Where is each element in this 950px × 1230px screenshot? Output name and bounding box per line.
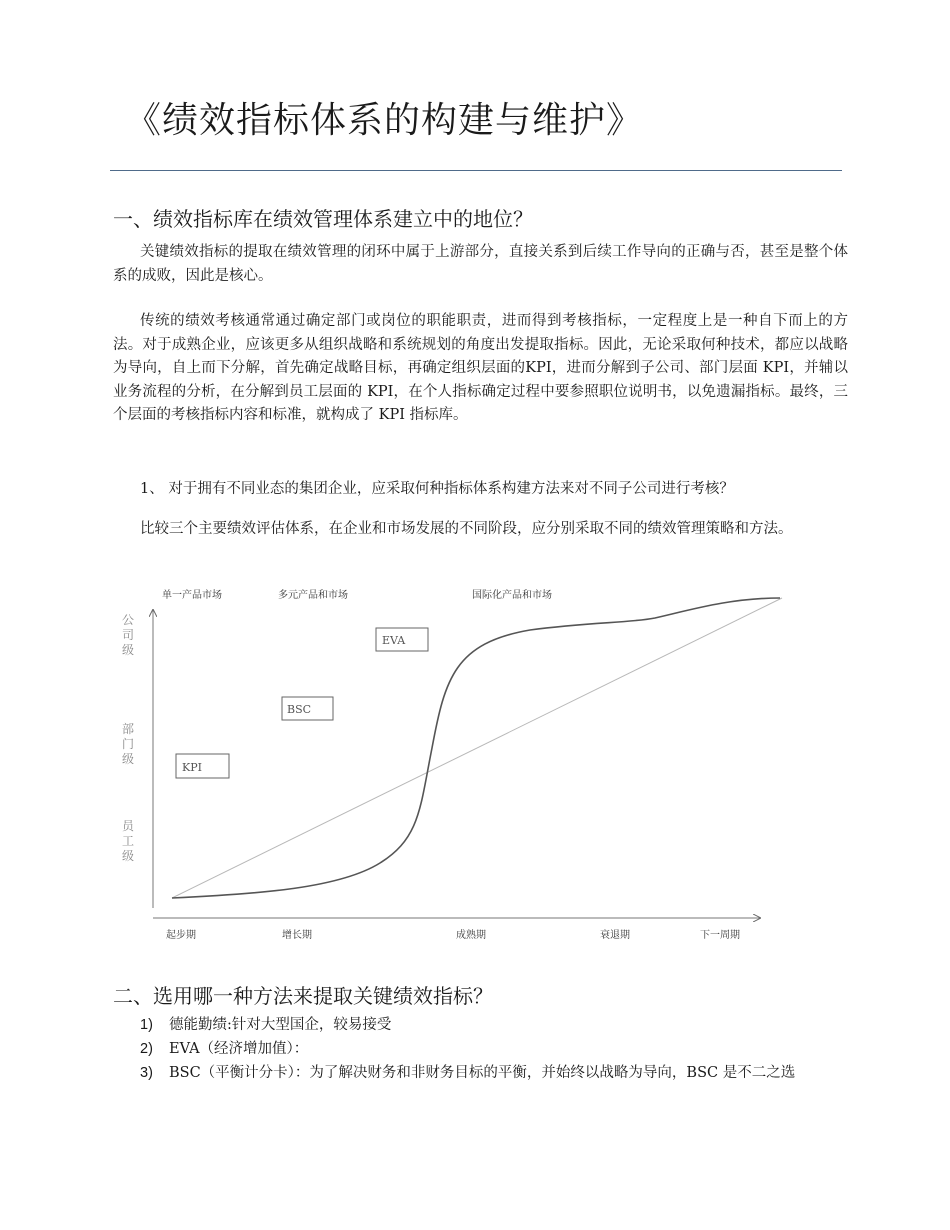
list-item-number: 3) bbox=[140, 1065, 153, 1081]
list-item bbox=[140, 1013, 840, 1037]
chart-y-tick-label: 员工级 bbox=[122, 819, 135, 863]
chart-x-tick-label: 下一周期 bbox=[700, 930, 740, 941]
chart-top-label: 单一产品市场 bbox=[162, 590, 222, 601]
chart-x-tick-label: 起步期 bbox=[166, 930, 196, 941]
title-divider bbox=[110, 170, 842, 171]
section1-heading: 一、绩效指标库在绩效管理体系建立中的地位？ bbox=[113, 207, 533, 231]
lifecycle-chart-svg bbox=[110, 578, 800, 950]
section1-question: 1、 对于拥有不同业态的集团企业，应采取何种指标体系构建方法来对不同子公司进行考核？ bbox=[140, 481, 734, 497]
method-list bbox=[140, 1013, 840, 1085]
list-item-number: 2) bbox=[140, 1041, 153, 1057]
chart-box-label: EVA bbox=[382, 634, 406, 647]
list-item-text: BSC（平衡计分卡）：为了解决财务和非财务目标的平衡，并始终以战略为导向，BSC 是不二之选 bbox=[169, 1065, 796, 1081]
list-item-number: 1) bbox=[140, 1017, 153, 1033]
chart-box-label: BSC bbox=[287, 703, 312, 716]
lifecycle-chart bbox=[110, 578, 800, 950]
list-item-text: 德能勤绩:针对大型国企，较易接受 bbox=[169, 1017, 392, 1033]
section1-paragraph-2: 传统的绩效考核通常通过确定部门或岗位的职能职责，进而得到考核指标，一定程度上是一种自下而上的方法。对于成熟企业，应该更多从组织战略和系统规划的角度出发提取指标。因此，无论采取何种技术，都应以战略为导向，自上而下分解，首先确定战略目标，再确定组织层面的KPI，进而分解到子公司、部门层面 KPI，并辅以业务流程的分析，在分解到员工层面的 KPI，在个人指标确定过程中要参照职位说明书，以免遗漏指标。最终，三个层面的考核指标内容和标准，就构成了 KPI 指标库。 bbox=[113, 313, 848, 423]
chart-y-tick-label: 部门级 bbox=[122, 722, 135, 766]
chart-x-tick-label: 成熟期 bbox=[456, 930, 486, 941]
list-item-text: EVA（经济增加值）： bbox=[169, 1041, 309, 1057]
chart-x-tick-label: 增长期 bbox=[282, 930, 312, 941]
list-item bbox=[140, 1037, 840, 1061]
section1-paragraph-1: 关键绩效指标的提取在绩效管理的闭环中属于上游部分，直接关系到后续工作导向的正确与否，甚至是整个体系的成败，因此是核心。 bbox=[113, 244, 848, 284]
chart-top-label: 多元产品和市场 bbox=[278, 590, 348, 601]
section1-paragraph-4: 比较三个主要绩效评估体系，在企业和市场发展的不同阶段，应分别采取不同的绩效管理策略和方法。 bbox=[140, 521, 793, 537]
chart-x-tick-label: 衰退期 bbox=[600, 930, 630, 941]
list-item bbox=[140, 1061, 840, 1085]
diagonal-trend-line bbox=[172, 598, 782, 898]
chart-y-tick-label: 公司级 bbox=[122, 613, 135, 657]
document-title: 《绩效指标体系的构建与维护》 bbox=[125, 100, 644, 141]
section2-heading: 二、选用哪一种方法来提取关键绩效指标？ bbox=[113, 984, 493, 1008]
chart-box-label: KPI bbox=[182, 761, 202, 774]
chart-top-label: 国际化产品和市场 bbox=[472, 590, 552, 601]
